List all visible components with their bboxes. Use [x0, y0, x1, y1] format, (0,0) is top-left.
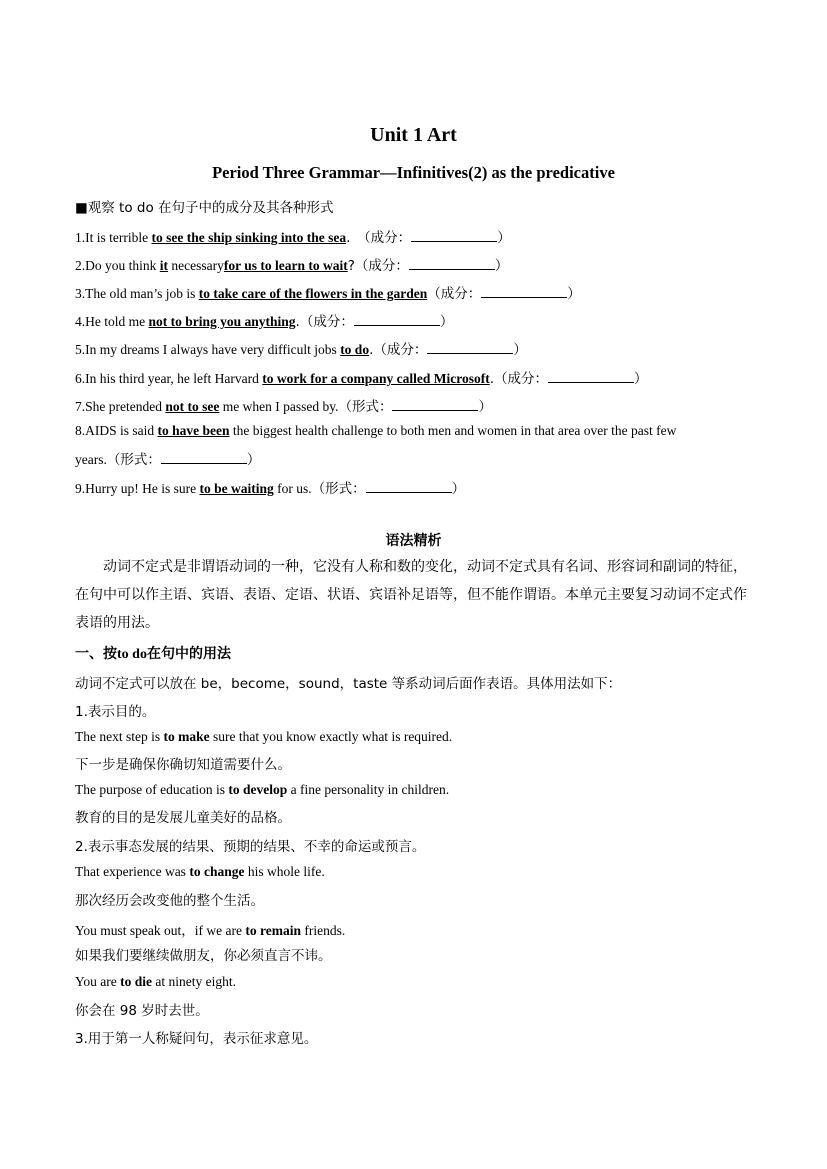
exercise-item: 4.He told me not to bring you anything.（成分： ） — [75, 314, 454, 330]
exercise-item: 8.AIDS is said to have been the biggest health challenge to both men and women in that area over the past few — [75, 423, 677, 438]
answer-blank[interactable] — [354, 313, 440, 326]
example-translation: 下一步是确保你确切知道需要什么。 — [75, 757, 291, 773]
example-sentence: That experience was to change his whole life. — [75, 864, 325, 879]
section-one-heading: 一、按to do在句中的用法 — [75, 646, 231, 662]
exercise-item: 5.In my dreams I always have very difficult jobs to do.（成分： ） — [75, 342, 527, 358]
example-sentence: The next step is to make sure that you know exactly what is required. — [75, 729, 453, 744]
intro-paragraph: 动词不定式是非谓语动词的一种，它没有人称和数的变化，动词不定式具有名词、形容词和副词的特征，在句中可以作主语、宾语、表语、定语、状语、宾语补足语等，但不能作谓语。本单元主要复习动词不定式作表语的用法。 — [75, 559, 747, 631]
answer-blank[interactable] — [392, 398, 478, 411]
point-2: 2.表示事态发展的结果、预期的结果、不幸的命运或预言。 — [75, 839, 426, 855]
exercise-item-continued: years.（形式： ） — [75, 452, 261, 468]
answer-blank[interactable] — [366, 480, 452, 493]
exercise-item: 1.It is terrible to see the ship sinking into the sea. （成分： ） — [75, 230, 511, 246]
answer-blank[interactable] — [411, 229, 497, 242]
exercise-item: 7.She pretended not to see me when I passed by.（形式： ） — [75, 399, 492, 415]
answer-blank[interactable] — [481, 285, 567, 298]
exercise-item: 6.In his third year, he left Harvard to work for a company called Microsoft.（成分： ） — [75, 371, 648, 387]
example-translation: 你会在 98 岁时去世。 — [75, 1003, 209, 1019]
answer-blank[interactable] — [548, 370, 634, 383]
page-subtitle: Period Three Grammar—Infinitives(2) as the predicative — [212, 163, 615, 182]
exercise-item: 9.Hurry up! He is sure to be waiting for us.（形式： ） — [75, 481, 466, 497]
exercise-item: 3.The old man’s job is to take care of the flowers in the garden（成分： ） — [75, 286, 581, 302]
example-sentence: You must speak out，if we are to remain friends. — [75, 923, 346, 938]
grammar-heading: 语法精析 — [385, 533, 442, 549]
example-translation: 如果我们要继续做朋友，你必须直言不讳。 — [75, 948, 332, 964]
example-translation: 那次经历会改变他的整个生活。 — [75, 893, 264, 909]
point-1: 1.表示目的。 — [75, 704, 156, 720]
point-3: 3.用于第一人称疑问句，表示征求意见。 — [75, 1031, 318, 1047]
exercise-item: 2.Do you think it necessaryfor us to learn to wait?（成分： ） — [75, 258, 509, 274]
section-one-desc: 动词不定式可以放在 be，become，sound，taste 等系动词后面作表语。具体用法如下： — [75, 676, 622, 692]
answer-blank[interactable] — [427, 341, 513, 354]
example-sentence: The purpose of education is to develop a fine personality in children. — [75, 782, 450, 797]
example-translation: 教育的目的是发展儿童美好的品格。 — [75, 810, 291, 826]
answer-blank[interactable] — [161, 451, 247, 464]
page-title: Unit 1 Art — [370, 124, 457, 146]
answer-blank[interactable] — [409, 257, 495, 270]
observe-heading: ■观察 to do 在句子中的成分及其各种形式 — [75, 200, 334, 216]
example-sentence: You are to die at ninety eight. — [75, 974, 236, 989]
